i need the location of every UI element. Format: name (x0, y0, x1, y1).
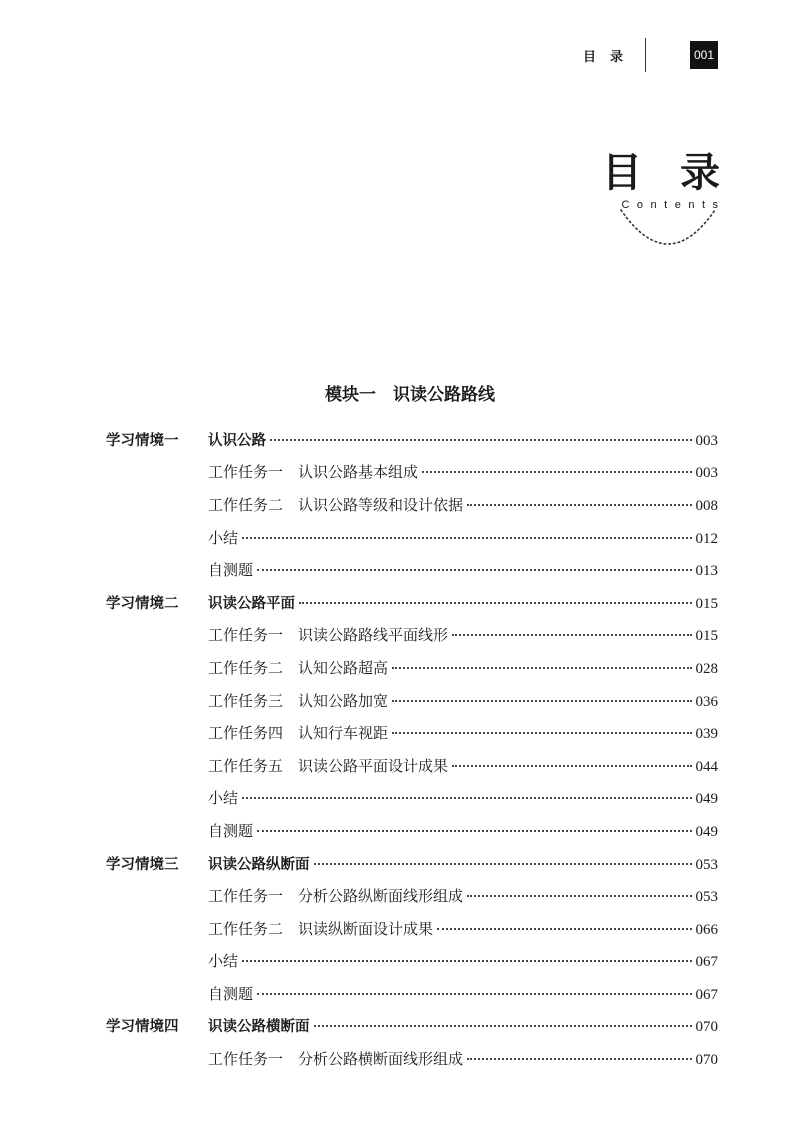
toc-entry-row[interactable] (106, 619, 718, 652)
toc-page-number: 066 (695, 921, 718, 938)
toc-entry (208, 820, 718, 841)
toc-page-number: 053 (695, 889, 718, 906)
dot-leader (257, 569, 691, 571)
toc-section-row[interactable] (106, 847, 718, 880)
toc-entry-title: 识读公路平面 (208, 595, 295, 612)
dotted-arc-ornament (618, 208, 718, 254)
dot-leader (242, 960, 691, 962)
toc-entry-title: 小结 (208, 789, 239, 808)
toc-entry (208, 918, 718, 939)
toc-section-label: 学习情境一 (106, 432, 179, 449)
toc-entry (208, 461, 718, 482)
toc-page-number: 070 (695, 1019, 718, 1036)
toc-entry-row[interactable] (106, 488, 718, 521)
dot-leader (242, 797, 691, 799)
dot-leader (467, 504, 691, 506)
dot-leader (392, 700, 691, 702)
toc-entry (208, 527, 718, 548)
toc-entry (208, 592, 718, 613)
toc-page-number: 003 (695, 465, 718, 482)
dot-leader (314, 1025, 692, 1027)
toc-page-number: 049 (695, 791, 718, 808)
toc-entry (208, 755, 718, 776)
toc-entry (208, 429, 718, 450)
toc-entry-title: 自测题 (208, 821, 254, 840)
toc-entry-title: 工作任务四 认知行车视距 (208, 724, 389, 743)
toc-page-number: 053 (695, 856, 718, 873)
toc-page-number: 003 (695, 432, 718, 449)
toc-page-number: 044 (695, 758, 718, 775)
toc-page-number: 015 (695, 628, 718, 645)
toc-entry-title: 工作任务二 认识公路等级和设计依据 (208, 495, 464, 514)
page-subtitle: Contents (621, 199, 726, 211)
dot-leader (452, 634, 691, 636)
toc-entry (208, 885, 718, 906)
toc-entry-row[interactable] (106, 651, 718, 684)
toc-entry (208, 1048, 718, 1069)
toc-page-number: 012 (695, 530, 718, 547)
toc-page-number: 039 (695, 726, 718, 743)
dot-leader (299, 602, 692, 604)
dot-leader (422, 471, 691, 473)
toc-page-number: 067 (695, 986, 718, 1003)
toc-entry (208, 950, 718, 971)
dot-leader (467, 895, 691, 897)
module-title: 模块一 识读公路路线 (325, 385, 495, 405)
toc-entry-title: 工作任务一 认识公路基本组成 (208, 463, 419, 482)
toc-entry (208, 983, 718, 1004)
dot-leader (257, 993, 691, 995)
toc-entry (208, 494, 718, 515)
toc-entry-row[interactable] (106, 879, 718, 912)
toc-entry-row[interactable] (106, 456, 718, 489)
toc-entry-title: 小结 (208, 952, 239, 971)
toc-entry (208, 559, 718, 580)
dot-leader (452, 765, 691, 767)
toc-section-label: 学习情境三 (106, 856, 179, 873)
toc-entry-row[interactable] (106, 912, 718, 945)
header-divider (645, 38, 646, 72)
toc-entry-title: 工作任务三 认知公路加宽 (208, 691, 389, 710)
toc-entry-title: 工作任务五 识读公路平面设计成果 (208, 756, 449, 775)
toc-page-number: 070 (695, 1052, 718, 1069)
dot-leader (392, 732, 691, 734)
header-page-number: 001 (690, 41, 718, 69)
toc-entry (208, 690, 718, 711)
toc-entry-title: 识读公路横断面 (208, 1019, 310, 1036)
toc-entry-row[interactable] (106, 977, 718, 1010)
toc-entry-title: 工作任务一 分析公路横断面线形组成 (208, 1050, 464, 1069)
dot-leader (392, 667, 691, 669)
toc-entry-title: 小结 (208, 528, 239, 547)
dot-leader (270, 439, 692, 441)
toc-entry-title: 自测题 (208, 984, 254, 1003)
toc-page-number: 008 (695, 497, 718, 514)
toc-entry-row[interactable] (106, 782, 718, 815)
toc-entry-title: 识读公路纵断面 (208, 856, 310, 873)
toc-entry-row[interactable] (106, 553, 718, 586)
page-title: 目录 (602, 150, 758, 196)
dot-leader (257, 830, 691, 832)
toc-entry-title: 自测题 (208, 561, 254, 580)
toc-page-number: 067 (695, 954, 718, 971)
toc-page-number: 013 (695, 563, 718, 580)
toc-entry-row[interactable] (106, 684, 718, 717)
toc-page-number: 036 (695, 693, 718, 710)
toc-section-row[interactable] (106, 586, 718, 619)
toc-entry (208, 657, 718, 678)
toc-entry-title: 工作任务二 认知公路超高 (208, 658, 389, 677)
toc-entry-row[interactable] (106, 814, 718, 847)
toc-entry-title: 工作任务一 识读公路路线平面线形 (208, 626, 449, 645)
dot-leader (242, 537, 691, 539)
toc-page-number: 015 (695, 595, 718, 612)
dot-leader (314, 863, 692, 865)
toc-section-label: 学习情境四 (106, 1019, 179, 1036)
toc-entry-title: 认识公路 (208, 432, 266, 449)
table-of-contents (106, 423, 718, 1075)
toc-page-number: 028 (695, 660, 718, 677)
toc-page-number: 049 (695, 823, 718, 840)
toc-section-row[interactable] (106, 423, 718, 456)
toc-entry (208, 722, 718, 743)
toc-section-row[interactable] (106, 1010, 718, 1043)
running-header (583, 38, 718, 72)
toc-entry-title: 工作任务二 识读纵断面设计成果 (208, 919, 434, 938)
toc-entry-row[interactable] (106, 1042, 718, 1075)
toc-entry (208, 624, 718, 645)
header-title: 目录 (582, 49, 637, 65)
toc-entry (208, 787, 718, 808)
toc-entry-row[interactable] (106, 716, 718, 749)
toc-section-label: 学习情境二 (106, 595, 179, 612)
toc-entry (208, 853, 718, 874)
toc-entry-row[interactable] (106, 945, 718, 978)
dot-leader (467, 1058, 691, 1060)
toc-entry-row[interactable] (106, 521, 718, 554)
dot-leader (437, 928, 691, 930)
toc-entry (208, 1015, 718, 1036)
toc-entry-title: 工作任务一 分析公路纵断面线形组成 (208, 887, 464, 906)
toc-entry-row[interactable] (106, 749, 718, 782)
